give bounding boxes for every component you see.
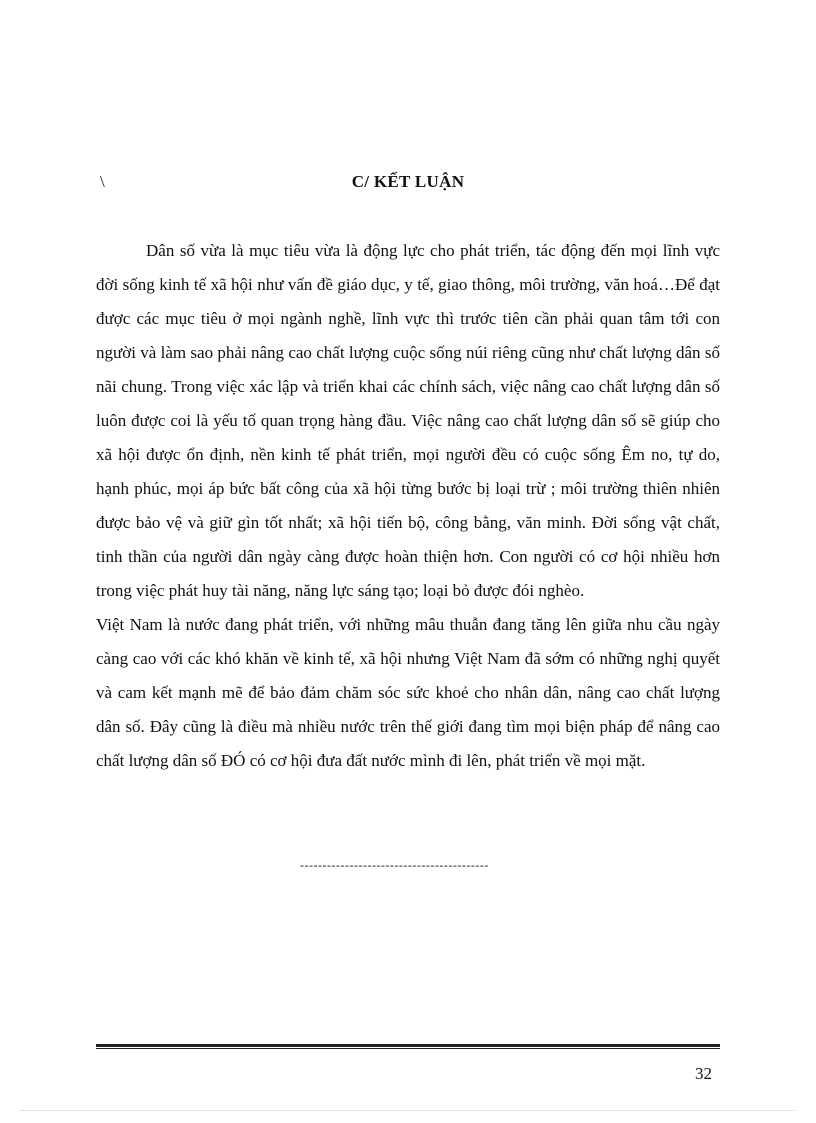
page-number: 32 [695, 1064, 712, 1083]
section-heading: C/ KẾT LUẬN [351, 172, 465, 191]
conclusion-body [96, 234, 720, 778]
paragraph-vietnam-commitment: Việt Nam là nước đang phát triển, với những mâu thuẫn đang tăng lên giữa nhu cầu ngày càng cao với các khó khăn về kinh tế, xã hội nhưng Việt Nam đã sớm có những nghị quyết và cam kết mạnh mẽ để bảo đảm chăm sóc sức khoẻ cho nhân dân, nâng cao chất lượng dân số. Đây cũng là điều mà nhiều nước trên thế giới đang tìm mọi biện pháp để nâng cao chất lượng dân số ĐÓ có cơ hội đưa đất nước mình đi lên, phát triển về mọi mặt. [96, 615, 720, 770]
paragraph-population-role: Dân số vừa là mục tiêu vừa là động lực cho phát triển, tác động đến mọi lĩnh vực đời sống kinh tế xã hội như vấn đề giáo dục, y tế, giao thông, môi trường, văn hoá…Để đạt được các mục tiêu ở mọi ngành nghề, lĩnh vực thì trước tiên cần phải quan tâm tới con người và làm sao phải nâng cao chất lượng cuộc sống núi riêng cũng như chất lượng dân số nãi chung. Trong việc xác lập và triển khai các chính sách, việc nâng cao chất lượng dân số luôn được coi là yếu tố quan trọng hàng đầu. Việc nâng cao chất lượng dân số sẽ giúp cho xã hội được ổn định, nền kinh tế phát triển, mọi người đều có cuộc sống Êm no, tự do, hạnh phúc, mọi áp bức bất công của xã hội từng bước bị loại trừ ; môi trường thiên nhiên được bảo vệ và giữ gìn tốt nhất; xã hội tiến bộ, công bằng, văn minh. Đời sống vật chất, tinh thần của người dân ngày càng được hoàn thiện hơn. Con người có cơ hội nhiều hơn trong việc phát huy tài năng, năng lực sáng tạo; loại bỏ được đói nghèo. [96, 241, 720, 600]
page-edge-dotted-line [20, 1110, 796, 1111]
stray-backslash-mark: \ [100, 172, 105, 191]
dashed-separator: ------------------------------------------ [300, 858, 489, 872]
footer-double-rule [96, 1044, 720, 1049]
